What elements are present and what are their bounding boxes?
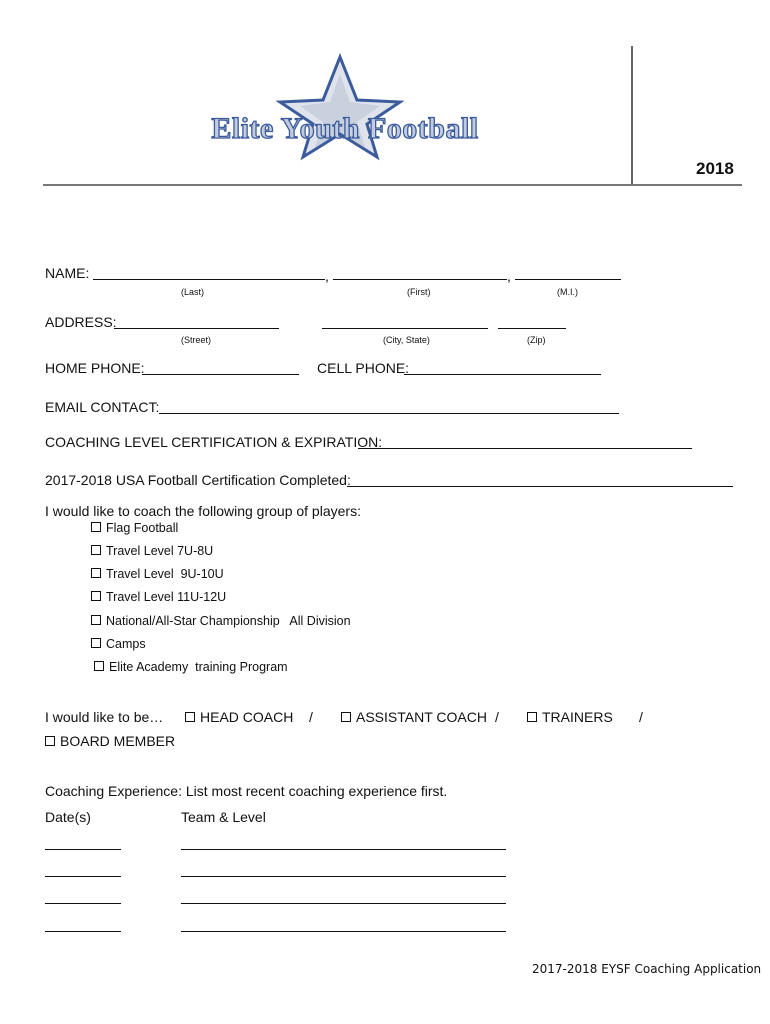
role-separator: / — [495, 709, 499, 725]
roles-prompt: I would like to be… — [45, 709, 164, 725]
checkbox-icon[interactable] — [94, 661, 104, 671]
dates-column-header: Date(s) — [45, 809, 91, 825]
role-board-member[interactable]: BOARD MEMBER — [45, 733, 175, 749]
experience-team-field[interactable] — [181, 903, 506, 904]
group-option[interactable]: Travel Level 9U-10U — [91, 567, 224, 581]
street-field[interactable] — [114, 328, 279, 329]
checkbox-icon[interactable] — [185, 712, 195, 722]
group-option[interactable]: Camps — [91, 637, 146, 651]
logo-text: Elite Youth Football — [211, 112, 479, 145]
certification-label: COACHING LEVEL CERTIFICATION & EXPIRATION: — [45, 434, 383, 450]
experience-team-field[interactable] — [181, 931, 506, 932]
checkbox-icon[interactable] — [91, 591, 101, 601]
role-separator: / — [639, 709, 643, 725]
cell-phone-label: CELL PHONE: — [317, 360, 410, 376]
checkbox-icon[interactable] — [341, 712, 351, 722]
email-label: EMAIL CONTACT: — [45, 399, 160, 415]
comma: , — [507, 268, 511, 284]
zip-field[interactable] — [498, 328, 566, 329]
city-state-field[interactable] — [322, 328, 488, 329]
city-state-caption: (City, State) — [383, 335, 430, 345]
first-caption: (First) — [407, 287, 431, 297]
role-assistant-coach[interactable]: ASSISTANT COACH — [341, 709, 487, 725]
experience-team-field[interactable] — [181, 849, 506, 850]
name-mi-field[interactable] — [515, 279, 621, 280]
address-label: ADDRESS: — [45, 314, 117, 330]
checkbox-icon[interactable] — [91, 568, 101, 578]
home-phone-label: HOME PHONE: — [45, 360, 145, 376]
logo — [95, 52, 595, 162]
team-level-column-header: Team & Level — [181, 809, 266, 825]
checkbox-icon[interactable] — [91, 615, 101, 625]
role-separator: / — [309, 709, 313, 725]
header-rule — [43, 184, 742, 186]
role-head-coach[interactable]: HEAD COACH — [185, 709, 293, 725]
header-year: 2018 — [696, 159, 734, 178]
checkbox-icon[interactable] — [527, 712, 537, 722]
usa-cert-label: 2017-2018 USA Football Certification Completed: — [45, 472, 351, 488]
footer-text: 2017-2018 EYSF Coaching Application — [532, 962, 762, 976]
group-option[interactable]: National/All-Star Championship All Division — [91, 614, 351, 628]
name-label: NAME: — [45, 265, 90, 281]
name-last-field[interactable] — [93, 279, 325, 280]
comma: , — [325, 268, 329, 284]
experience-heading: Coaching Experience: List most recent coaching experience first. — [45, 783, 448, 799]
role-trainers[interactable]: TRAINERS — [527, 709, 613, 725]
street-caption: (Street) — [181, 335, 212, 345]
cell-phone-field[interactable] — [404, 374, 601, 375]
header-vertical-rule — [631, 46, 633, 184]
experience-team-field[interactable] — [181, 876, 506, 877]
group-option[interactable]: Flag Football — [91, 521, 178, 535]
certification-field[interactable] — [358, 448, 692, 449]
usa-cert-field[interactable] — [347, 486, 733, 487]
experience-date-field[interactable] — [45, 876, 121, 877]
email-field[interactable] — [159, 413, 619, 414]
checkbox-icon[interactable] — [91, 522, 101, 532]
checkbox-icon[interactable] — [91, 545, 101, 555]
group-option[interactable]: Travel Level 11U-12U — [91, 590, 226, 604]
experience-date-field[interactable] — [45, 903, 121, 904]
name-first-field[interactable] — [333, 279, 507, 280]
group-option[interactable]: Elite Academy training Program — [94, 660, 288, 674]
home-phone-field[interactable] — [142, 374, 299, 375]
group-option[interactable]: Travel Level 7U-8U — [91, 544, 213, 558]
mi-caption: (M.I.) — [557, 287, 578, 297]
experience-date-field[interactable] — [45, 931, 121, 932]
last-caption: (Last) — [181, 287, 205, 297]
checkbox-icon[interactable] — [45, 736, 55, 746]
checkbox-icon[interactable] — [91, 638, 101, 648]
groups-prompt: I would like to coach the following group of players: — [45, 503, 361, 519]
zip-caption: (Zip) — [527, 335, 546, 345]
experience-date-field[interactable] — [45, 849, 121, 850]
